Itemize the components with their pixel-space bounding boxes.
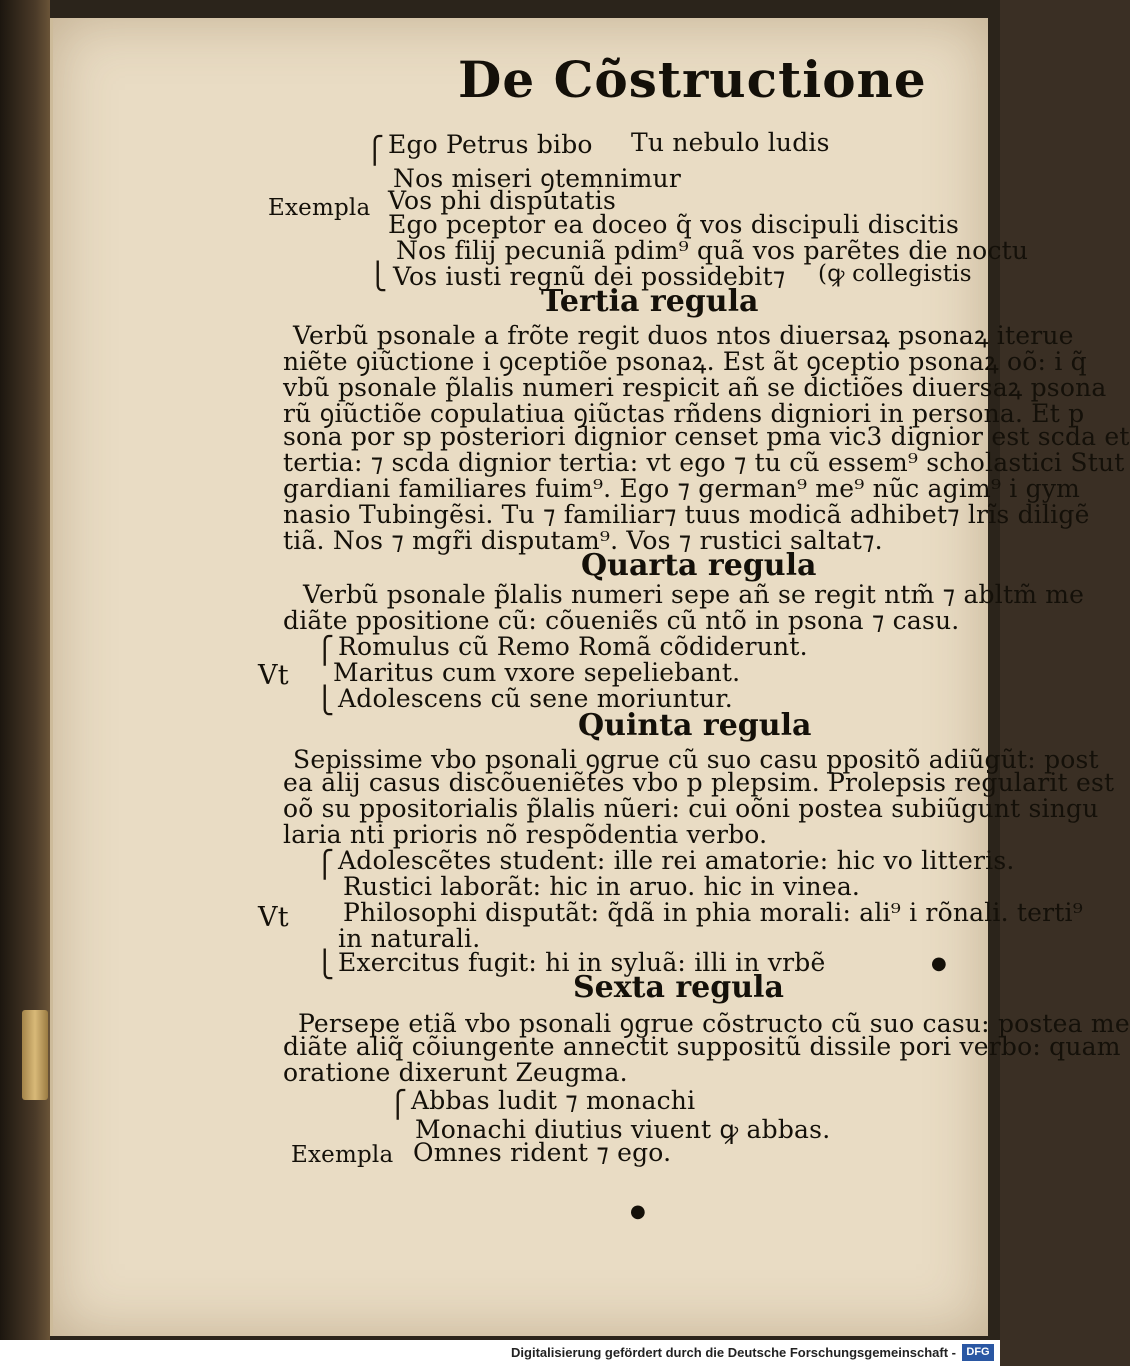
- brace-top-icon: ⎧: [388, 1090, 408, 1120]
- section-heading: Quarta regula: [581, 548, 817, 583]
- example-line: Nos filij pecuniã pdim⁹ quã vos parẽtes die noctu: [396, 236, 1029, 265]
- example-line: in naturali.: [338, 924, 481, 953]
- example-line: Monachi diutius viuent ꝙ abbas.: [415, 1115, 831, 1144]
- brace-top-icon: ⎧: [315, 850, 335, 880]
- brace-top-icon: ⎧: [365, 136, 385, 166]
- example-line: Maritus cum vxore sepeliebant.: [333, 658, 741, 687]
- example-line: Adolescẽtes student: ille rei amatorie: hic vo litteris.: [338, 846, 1015, 875]
- section-heading: Quinta regula: [578, 708, 812, 743]
- digitization-credit: Digitalisierung gefördert durch die Deutsche Forschungsgemeinschaft -: [511, 1345, 956, 1360]
- footer-bar: [0, 1340, 1000, 1366]
- example-line: Vos iusti regnũ dei possidebit⁊: [393, 262, 786, 291]
- example-line: Philosophi disputãt: q̃dã in phia morali: ali⁹ i rõnali. terti⁹: [343, 898, 1083, 927]
- page-title: De Cõstructione: [458, 50, 927, 109]
- body-line: Persepe etiã vbo psonali ꝯgrue cõstructo cũ suo casu: postea me: [298, 1009, 1130, 1038]
- section-heading: Tertia regula: [541, 284, 759, 319]
- brace-top-icon: ⎧: [315, 636, 335, 666]
- body-line: diãte aliq̃ cõiungente annectit suppositũ dissile pori verbo: quam: [283, 1032, 1121, 1061]
- brace-bottom-icon: ⎩: [315, 686, 335, 716]
- book-spine-edge: [0, 0, 50, 1340]
- body-line: niẽte ꝯiũctione i ꝯceptiõe psonaꝝ. Est ãt ꝯceptio psonaꝝ oõ: i q̃: [283, 347, 1087, 376]
- body-line: sona por sp posteriori dignior censet pma vic3 dignior est scda et: [283, 422, 1130, 451]
- dfg-logo: DFG: [962, 1344, 994, 1361]
- body-line: ea alij casus discõueniẽtes vbo p plepsim. Prolepsis regularit est: [283, 768, 1115, 797]
- body-line: diãte ppositione cũ: cõueniẽs cũ ntõ in psona ⁊ casu.: [283, 606, 960, 635]
- ornament-dot-icon: ●: [630, 1201, 646, 1222]
- brace-bottom-icon: ⎩: [368, 262, 388, 292]
- example-line: Exercitus fugit: hi in syluã: illi in vrbẽ: [338, 948, 826, 977]
- ornament-dot-icon: ●: [931, 953, 947, 974]
- example-line: Adolescens cũ sene moriuntur.: [338, 684, 733, 713]
- example-line: (ꝙ collegistis: [818, 261, 972, 287]
- example-line: Nos miseri ꝯtemnimur: [393, 164, 681, 193]
- section-heading: Sexta regula: [573, 970, 784, 1005]
- exempla-side-label: Exempla: [268, 195, 371, 221]
- body-line: tiã. Nos ⁊ mgr̃i disputam⁹. Vos ⁊ rustici saltat⁊.: [283, 526, 883, 555]
- book-clasp: [22, 1010, 48, 1100]
- example-line: Romulus cũ Remo Romã cõdiderunt.: [338, 632, 808, 661]
- body-line: oõ su ppositorialis p̃lalis nũeri: cui oõni postea subiũgunt singu: [283, 794, 1099, 823]
- body-line: oratione dixerunt Zeugma.: [283, 1058, 628, 1087]
- body-line: laria nti prioris nõ respõdentia verbo.: [283, 820, 768, 849]
- body-line: vbũ psonale p̃lalis numeri respicit añ se dictiões diuersaꝝ psona: [283, 373, 1107, 402]
- example-line: Tu nebulo ludis: [631, 128, 830, 157]
- body-line: gardiani familiares fuim⁹. Ego ⁊ german⁹ me⁹ nũc agim⁹ i gym: [283, 474, 1081, 503]
- body-line: Verbũ psonale p̃lalis numeri sepe añ se regit ntm̃ ⁊ abltm̃ me: [303, 580, 1085, 609]
- body-line: Verbũ psonale a frõte regit duos ntos diuersaꝝ psonaꝝ iterue: [293, 321, 1074, 350]
- example-line: Ego Petrus bibo: [388, 130, 593, 159]
- body-line: tertia: ⁊ scda dignior tertia: vt ego ⁊ tu cũ essem⁹ scholastici Stut: [283, 448, 1125, 477]
- example-line: Omnes rident ⁊ ego.: [413, 1138, 672, 1167]
- ut-label: Vt: [258, 660, 289, 691]
- body-line: Sepissime vbo psonali ꝯgrue cũ suo casu ppositõ adiũgũt: post: [293, 745, 1099, 774]
- brace-bottom-icon: ⎩: [315, 950, 335, 980]
- body-line: nasio Tubingẽsi. Tu ⁊ familiar⁊ tuus modicã adhibet⁊ lrĩs diligẽ: [283, 500, 1090, 529]
- example-line: Ego pceptor ea doceo q̃ vos discipuli discitis: [388, 210, 960, 239]
- exempla-side-label: Exempla: [291, 1142, 394, 1168]
- example-line: Rustici laborãt: hic in aruo. hic in vinea.: [343, 872, 861, 901]
- example-line: Vos phi disputatis: [388, 186, 616, 215]
- ut-label: Vt: [258, 902, 289, 933]
- book-page: [50, 18, 1130, 1336]
- example-line: Abbas ludit ⁊ monachi: [411, 1086, 696, 1115]
- body-line: rũ ꝯiũctiõe copulatiua ꝯiũctas rñdens digniori in persona. Et p: [283, 399, 1085, 428]
